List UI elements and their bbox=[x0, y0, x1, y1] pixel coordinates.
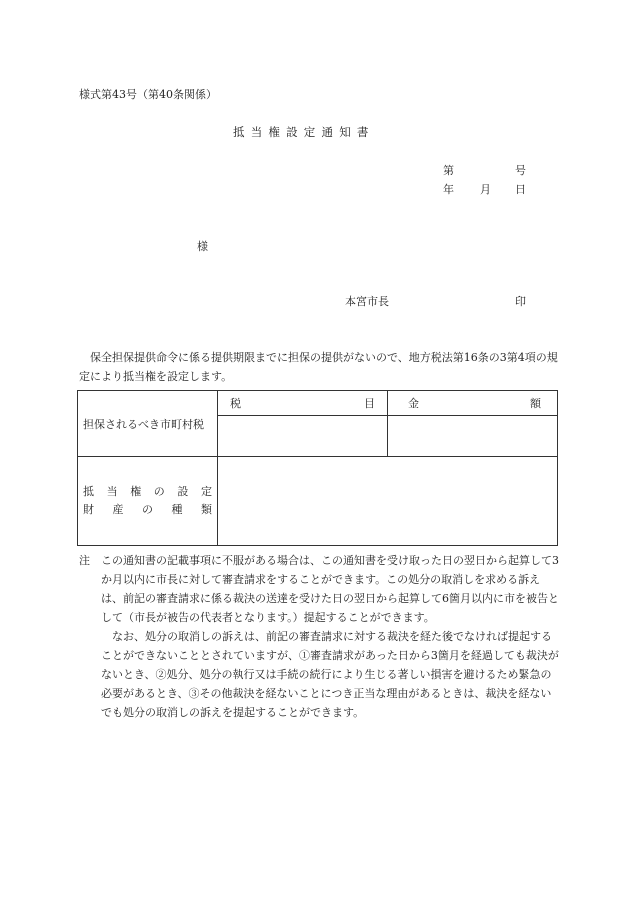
note-paragraph-2: なお、処分の取消しの訴えは、前記の審査請求に対する裁決を経た後でなければ提起することができないこととされていますが、①審査請求があった日から3箇月を経過しても裁決がないとき、②処分、処分の執行又は手続の続行により生じる著しい損害を避けるため緊急の必要があるとき、③その他裁決を経ないことにつき正当な理由があるときは、裁決を経ないでも処分の取消しの訴えを提起することができます。 bbox=[101, 630, 559, 719]
body-paragraph-block bbox=[79, 348, 559, 386]
label-char: 種 bbox=[171, 503, 183, 516]
label-char: 定 bbox=[200, 485, 212, 498]
amount-header bbox=[388, 391, 558, 416]
body-paragraph: 保全担保提供命令に係る提供期限までに担保の提供がないので、地方税法第16条の3第4項の規定により抵当権を設定します。 bbox=[79, 351, 558, 383]
label-char: の bbox=[142, 503, 153, 516]
note-paragraph-1: この通知書の記載事項に不服がある場合は、この通知書を受け取った日の翌日から起算して3か月以内に市長に対して審査請求をすることができます。この処分の取消しを求める訴えは、前記の審査請求に係る裁決の送達を受けた日の翌日から起算して6箇月以内に市を被告として（市長が被告の代表者となります。）提起することができます。 bbox=[101, 554, 559, 624]
property-label-line2 bbox=[78, 501, 217, 519]
sender-name: 本宮市長 bbox=[345, 295, 389, 308]
amount-header-part2: 額 bbox=[530, 397, 541, 410]
property-label-line1 bbox=[78, 483, 217, 501]
label-char: 当 bbox=[106, 485, 118, 498]
number-suffix: 号 bbox=[515, 164, 526, 177]
label-char: 財 bbox=[83, 503, 94, 516]
date-month-label: 月 bbox=[480, 183, 491, 196]
note-mark: 注 bbox=[79, 554, 90, 567]
mortgaged-property-cell bbox=[218, 457, 558, 546]
label-char: 設 bbox=[177, 485, 189, 498]
label-char: 抵 bbox=[83, 485, 94, 498]
taxes-to-be-secured-label: 担保されるべき市町村税 bbox=[78, 391, 218, 457]
label-char: 類 bbox=[201, 503, 212, 516]
mortgaged-property-label bbox=[78, 457, 218, 546]
tax-table bbox=[77, 390, 558, 546]
date-year-label: 年 bbox=[443, 183, 454, 196]
document-title: 抵当権設定通知書 bbox=[233, 125, 375, 139]
label-char: の bbox=[153, 485, 165, 498]
tax-item-header-part1: 税 bbox=[230, 397, 241, 410]
addressee-suffix: 様 bbox=[197, 240, 208, 253]
tax-item-header-part2: 目 bbox=[364, 397, 375, 410]
tax-item-cell bbox=[218, 416, 388, 457]
amount-cell bbox=[388, 416, 558, 457]
tax-item-header bbox=[218, 391, 388, 416]
label-char: 権 bbox=[130, 485, 142, 498]
date-day-label: 日 bbox=[515, 183, 526, 196]
label-char: 産 bbox=[112, 503, 124, 516]
seal-mark: 印 bbox=[515, 295, 526, 308]
number-prefix: 第 bbox=[443, 164, 454, 177]
amount-header-part1: 金 bbox=[408, 397, 419, 410]
form-number: 様式第43号（第40条関係） bbox=[79, 88, 217, 101]
notes-section bbox=[79, 551, 559, 722]
